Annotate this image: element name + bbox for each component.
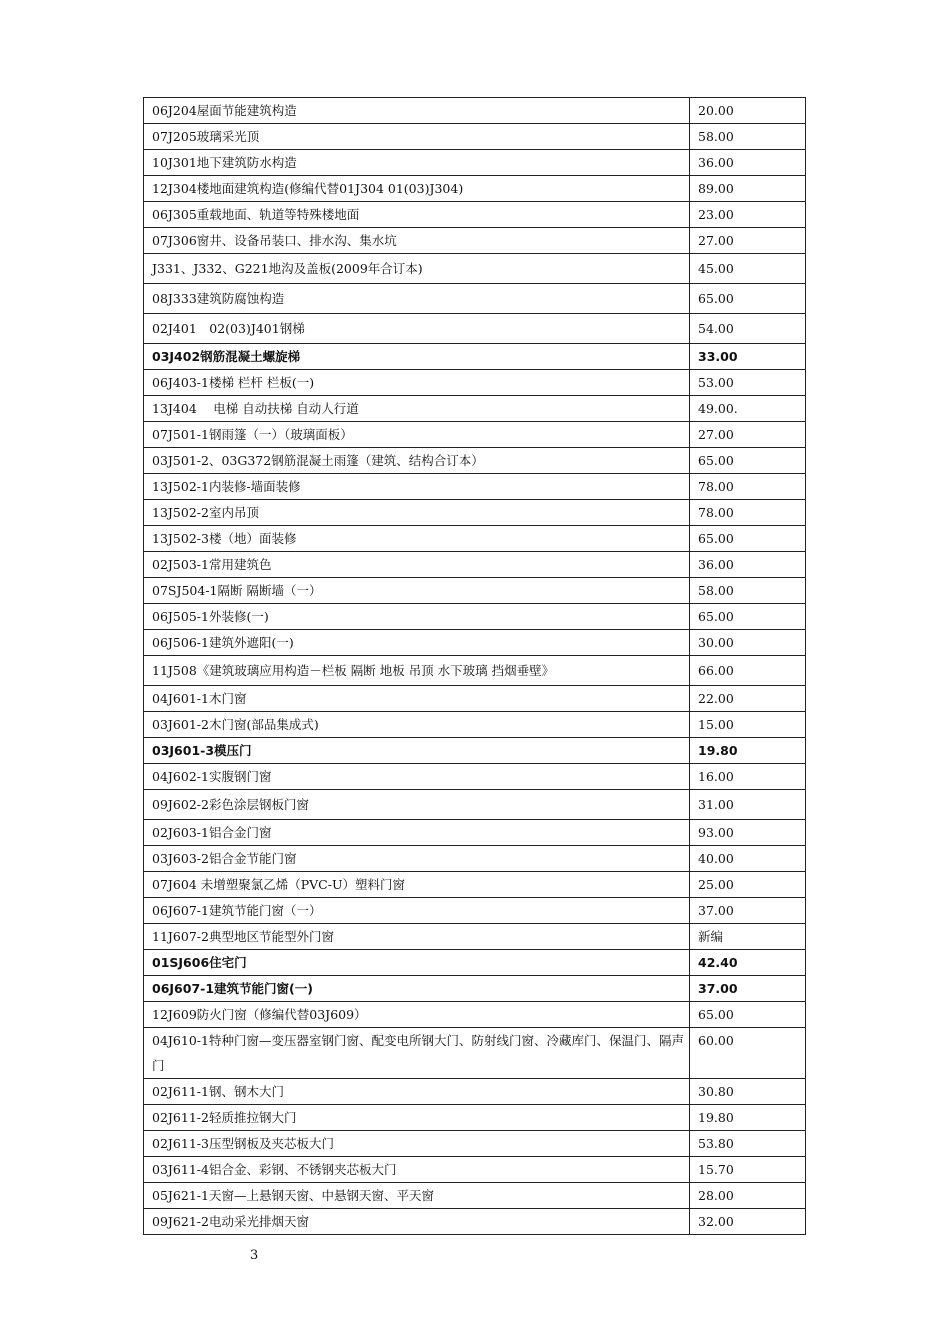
standard-title-cell: 11J508《建筑玻璃应用构造－栏板 隔断 地板 吊顶 水下玻璃 挡烟垂壁》 — [144, 656, 690, 686]
standard-title-cell: 02J611-3压型钢板及夹芯板大门 — [144, 1131, 690, 1157]
price-cell: 27.00 — [690, 228, 806, 254]
standard-title-cell: J331、J332、G221地沟及盖板(2009年合订本) — [144, 254, 690, 284]
table-row — [144, 820, 806, 846]
price-cell: 65.00 — [690, 604, 806, 630]
standard-title-cell: 02J611-1钢、钢木大门 — [144, 1079, 690, 1105]
price-cell: 25.00 — [690, 872, 806, 898]
catalog-table — [143, 97, 806, 1235]
price-cell: 36.00 — [690, 552, 806, 578]
standard-title-cell: 03J601-3模压门 — [144, 738, 690, 764]
standard-title-cell: 03J402钢筋混凝土螺旋梯 — [144, 344, 690, 370]
standard-title-cell: 08J333建筑防腐蚀构造 — [144, 284, 690, 314]
price-cell: 28.00 — [690, 1183, 806, 1209]
standard-title-cell: 13J502-3楼（地）面装修 — [144, 526, 690, 552]
table-row — [144, 1002, 806, 1028]
table-row — [144, 898, 806, 924]
standard-title-cell: 03J603-2铝合金节能门窗 — [144, 846, 690, 872]
table-row — [144, 396, 806, 422]
table-row — [144, 1157, 806, 1183]
page-number: 3 — [250, 1248, 259, 1263]
standard-title-cell: 07J306窗井、设备吊装口、排水沟、集水坑 — [144, 228, 690, 254]
table-row — [144, 552, 806, 578]
standard-title-cell: 04J602-1实腹钢门窗 — [144, 764, 690, 790]
standard-title-cell: 11J607-2典型地区节能型外门窗 — [144, 924, 690, 950]
table-row — [144, 604, 806, 630]
price-cell: 23.00 — [690, 202, 806, 228]
price-cell: 49.00. — [690, 396, 806, 422]
table-row — [144, 1028, 806, 1079]
price-cell: 54.00 — [690, 314, 806, 344]
table-row — [144, 924, 806, 950]
table-row — [144, 712, 806, 738]
table-row — [144, 630, 806, 656]
table-row — [144, 764, 806, 790]
price-cell: 32.00 — [690, 1209, 806, 1235]
standard-title-cell: 10J301地下建筑防水构造 — [144, 150, 690, 176]
price-cell: 45.00 — [690, 254, 806, 284]
table-row — [144, 950, 806, 976]
standard-title-cell: 07J604 未增塑聚氯乙烯（PVC-U）塑料门窗 — [144, 872, 690, 898]
price-cell: 27.00 — [690, 422, 806, 448]
table-row — [144, 124, 806, 150]
standard-title-cell: 07SJ504-1隔断 隔断墙（一） — [144, 578, 690, 604]
standard-title-cell: 01SJ606住宅门 — [144, 950, 690, 976]
standard-title-cell: 12J609防火门窗（修编代替03J609） — [144, 1002, 690, 1028]
price-cell: 65.00 — [690, 526, 806, 552]
standard-title-cell: 03J611-4铝合金、彩钢、不锈钢夹芯板大门 — [144, 1157, 690, 1183]
price-cell: 65.00 — [690, 448, 806, 474]
standard-title-cell: 02J401 02(03)J401钢梯 — [144, 314, 690, 344]
standard-title-cell: 13J502-1内装修-墙面装修 — [144, 474, 690, 500]
table-row — [144, 500, 806, 526]
price-cell: 53.80 — [690, 1131, 806, 1157]
price-cell: 15.00 — [690, 712, 806, 738]
table-row — [144, 846, 806, 872]
table-row — [144, 1131, 806, 1157]
price-cell: 58.00 — [690, 578, 806, 604]
standard-title-cell: 04J601-1木门窗 — [144, 686, 690, 712]
table-row — [144, 228, 806, 254]
standard-title-cell: 09J602-2彩色涂层钢板门窗 — [144, 790, 690, 820]
price-cell: 60.00 — [690, 1028, 806, 1079]
price-cell: 58.00 — [690, 124, 806, 150]
standard-title-cell: 03J501-2、03G372钢筋混凝土雨篷（建筑、结构合订本） — [144, 448, 690, 474]
price-cell: 新编 — [690, 924, 806, 950]
table-row — [144, 1105, 806, 1131]
table-row — [144, 150, 806, 176]
standard-title-cell: 06J505-1外装修(一) — [144, 604, 690, 630]
table-row — [144, 1079, 806, 1105]
price-cell: 65.00 — [690, 284, 806, 314]
table-row — [144, 202, 806, 228]
standard-title-cell: 06J607-1建筑节能门窗(一) — [144, 976, 690, 1002]
price-cell: 15.70 — [690, 1157, 806, 1183]
table-row — [144, 370, 806, 396]
price-cell: 22.00 — [690, 686, 806, 712]
table-row — [144, 474, 806, 500]
price-cell: 33.00 — [690, 344, 806, 370]
standard-title-cell: 06J506-1建筑外遮阳(一) — [144, 630, 690, 656]
price-cell: 89.00 — [690, 176, 806, 202]
price-cell: 78.00 — [690, 474, 806, 500]
price-cell: 40.00 — [690, 846, 806, 872]
table-row — [144, 314, 806, 344]
standard-title-cell: 13J404 电梯 自动扶梯 自动人行道 — [144, 396, 690, 422]
standard-title-cell: 06J204屋面节能建筑构造 — [144, 98, 690, 124]
table-row — [144, 872, 806, 898]
standard-title-cell: 02J611-2轻质推拉钢大门 — [144, 1105, 690, 1131]
price-cell: 37.00 — [690, 898, 806, 924]
price-cell: 30.80 — [690, 1079, 806, 1105]
table-row — [144, 98, 806, 124]
price-cell: 42.40 — [690, 950, 806, 976]
price-cell: 37.00 — [690, 976, 806, 1002]
price-cell: 65.00 — [690, 1002, 806, 1028]
price-cell: 19.80 — [690, 1105, 806, 1131]
standard-title-cell: 02J503-1常用建筑色 — [144, 552, 690, 578]
price-cell: 30.00 — [690, 630, 806, 656]
table-row — [144, 344, 806, 370]
standard-title-cell: 06J403-1楼梯 栏杆 栏板(一) — [144, 370, 690, 396]
price-cell: 36.00 — [690, 150, 806, 176]
price-cell: 78.00 — [690, 500, 806, 526]
table-row — [144, 976, 806, 1002]
standard-title-cell: 06J305重载地面、轨道等特殊楼地面 — [144, 202, 690, 228]
standard-title-cell: 05J621-1天窗—上悬钢天窗、中悬钢天窗、平天窗 — [144, 1183, 690, 1209]
table-row — [144, 254, 806, 284]
standard-title-cell: 03J601-2木门窗(部品集成式) — [144, 712, 690, 738]
price-cell: 19.80 — [690, 738, 806, 764]
standard-title-cell: 02J603-1铝合金门窗 — [144, 820, 690, 846]
standard-title-cell: 06J607-1建筑节能门窗（一） — [144, 898, 690, 924]
table-row — [144, 738, 806, 764]
standard-title-cell: 13J502-2室内吊顶 — [144, 500, 690, 526]
table-row — [144, 422, 806, 448]
table-row — [144, 176, 806, 202]
table-row — [144, 1183, 806, 1209]
standard-title-cell: 12J304楼地面建筑构造(修编代替01J304 01(03)J304) — [144, 176, 690, 202]
price-cell: 16.00 — [690, 764, 806, 790]
price-cell: 31.00 — [690, 790, 806, 820]
table-row — [144, 790, 806, 820]
catalog-body — [144, 98, 806, 1235]
table-row — [144, 656, 806, 686]
table-row — [144, 526, 806, 552]
price-cell: 20.00 — [690, 98, 806, 124]
table-row — [144, 1209, 806, 1235]
standard-title-cell: 09J621-2电动采光排烟天窗 — [144, 1209, 690, 1235]
standard-title-cell: 04J610-1特种门窗—变压器室钢门窗、配变电所钢大门、防射线门窗、冷藏库门、保温门、隔声门 — [144, 1028, 690, 1079]
table-row — [144, 448, 806, 474]
standard-title-cell: 07J501-1钢雨篷（一）（玻璃面板） — [144, 422, 690, 448]
standard-title-cell: 07J205玻璃采光顶 — [144, 124, 690, 150]
table-row — [144, 284, 806, 314]
price-cell: 93.00 — [690, 820, 806, 846]
table-row — [144, 578, 806, 604]
price-cell: 53.00 — [690, 370, 806, 396]
table-row — [144, 686, 806, 712]
price-cell: 66.00 — [690, 656, 806, 686]
